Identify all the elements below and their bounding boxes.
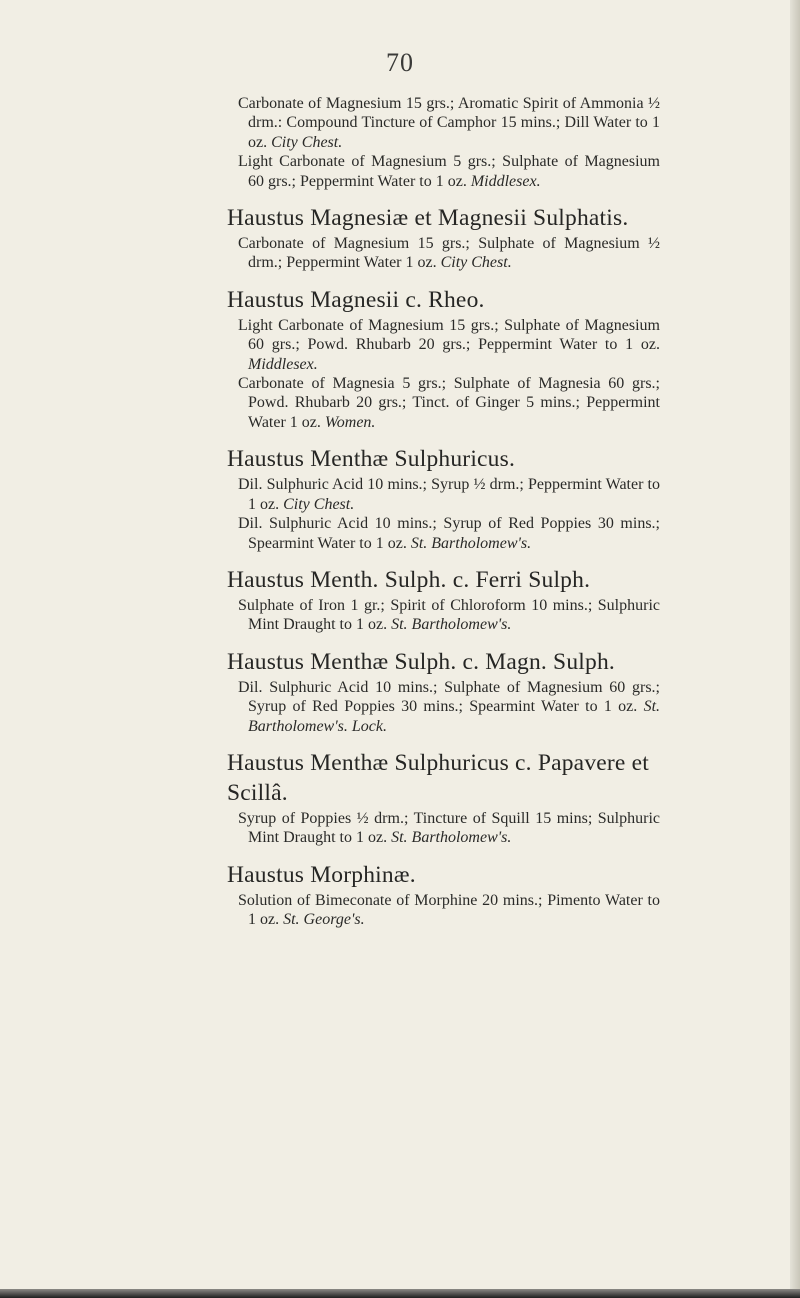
prescription-text: Dil. Sulphuric Acid 10 mins.; Sulphate of Magnesium 60 grs.; Syrup of Red Poppies 30 mins.; Spearmint Water to 1 oz. (238, 678, 660, 716)
hospital-source: City Chest. (440, 254, 512, 272)
formula-entry (227, 285, 660, 432)
hospital-source: City Chest. (283, 495, 355, 513)
formula-entry (227, 94, 660, 191)
prescription-text: Syrup of Poppies ½ drm.; Tincture of Squill 15 mins; Sulphuric Mint Draught to 1 oz. (238, 809, 660, 847)
formula-title: Haustus Menthæ Sulphuricus. (227, 446, 516, 473)
prescription-paragraph (238, 316, 660, 374)
prescription-text: Dil. Sulphuric Acid 10 mins.; Syrup ½ drm.; Peppermint Water to 1 oz. (238, 476, 660, 513)
formula-title: Haustus Magnesii c. Rheo. (227, 286, 485, 313)
hospital-source: St. Bartholomew's. (410, 534, 532, 552)
formula-title: Haustus Menthæ Sulph. c. Magn. Sulph. (227, 648, 615, 675)
prescription-paragraph (238, 678, 661, 736)
prescription-paragraph (238, 374, 660, 432)
formula-title: Haustus Menth. Sulph. c. Ferri Sulph. (227, 566, 591, 593)
hospital-source: St. Bartholomew's. Lock. (248, 698, 661, 735)
hospital-source: Middlesex. (470, 172, 541, 190)
hospital-source: City Chest. (271, 133, 343, 151)
page-number: 70 (386, 48, 414, 77)
prescription-paragraph (238, 809, 660, 848)
prescription-paragraph (238, 234, 660, 273)
prescription-paragraph (238, 475, 660, 514)
formula-entry (227, 444, 660, 553)
hospital-source: St. Bartholomew's. (391, 829, 512, 847)
formula-title: Haustus Magnesiæ et Magnesii Sulphatis. (227, 205, 629, 232)
hospital-source: Women. (324, 413, 376, 431)
hospital-source: St. Bartholomew's. (391, 616, 512, 634)
prescription-paragraph (238, 152, 660, 191)
prescription-text: Carbonate of Magnesia 5 grs.; Sulphate of Magnesia 60 grs.; Powd. Rhubarb 20 grs.; Tinct. of Ginger 5 mins.; Peppermint Water 1 oz. (238, 375, 660, 431)
formula-title: Haustus Menthæ Sulphuricus c. Papavere et Scillâ. (227, 749, 649, 806)
prescription-text: Carbonate of Magnesium 15 grs.; Sulphate of Magnesium ½ drm.; Peppermint Water 1 oz. (238, 235, 660, 272)
hospital-source: St. George's. (283, 911, 365, 929)
prescription-text: Sulphate of Iron 1 gr.; Spirit of Chloroform 10 mins.; Sulphuric Mint Draught to 1 oz. (238, 596, 660, 634)
page-edge-shadow (790, 0, 800, 1298)
formula-entry (227, 565, 660, 635)
prescription-text: Light Carbonate of Magnesium 15 grs.; Sulphate of Magnesium 60 grs.; Powd. Rhubarb 20 grs.; Peppermint Water to 1 oz. (238, 316, 660, 354)
prescription-paragraph (238, 891, 660, 930)
prescription-paragraph (238, 94, 660, 152)
formula-entry (227, 860, 660, 930)
prescription-text: Light Carbonate of Magnesium 5 grs.; Sulphate of Magnesium 60 grs.; Peppermint Water to 1 oz. (238, 153, 660, 190)
page-body (227, 93, 660, 930)
formula-entry (227, 748, 660, 848)
prescription-paragraph (238, 514, 660, 553)
formula-entry (227, 203, 660, 273)
page-bottom-edge (0, 1289, 800, 1298)
hospital-source: Middlesex. (248, 355, 318, 373)
prescription-text: Solution of Bimeconate of Morphine 20 mins.; Pimento Water to 1 oz. (238, 891, 660, 929)
prescription-paragraph (238, 596, 660, 635)
formula-entry (227, 647, 660, 736)
formula-title: Haustus Morphinæ. (227, 861, 416, 888)
prescription-text: Carbonate of Magnesium 15 grs.; Aromatic Spirit of Ammonia ½ drm.: Compound Tincture of Camphor 15 mins.; Dill Water to 1 oz. (238, 95, 660, 151)
prescription-text: Dil. Sulphuric Acid 10 mins.; Syrup of Red Poppies 30 mins.; Spearmint Water to 1 oz. (238, 515, 660, 552)
